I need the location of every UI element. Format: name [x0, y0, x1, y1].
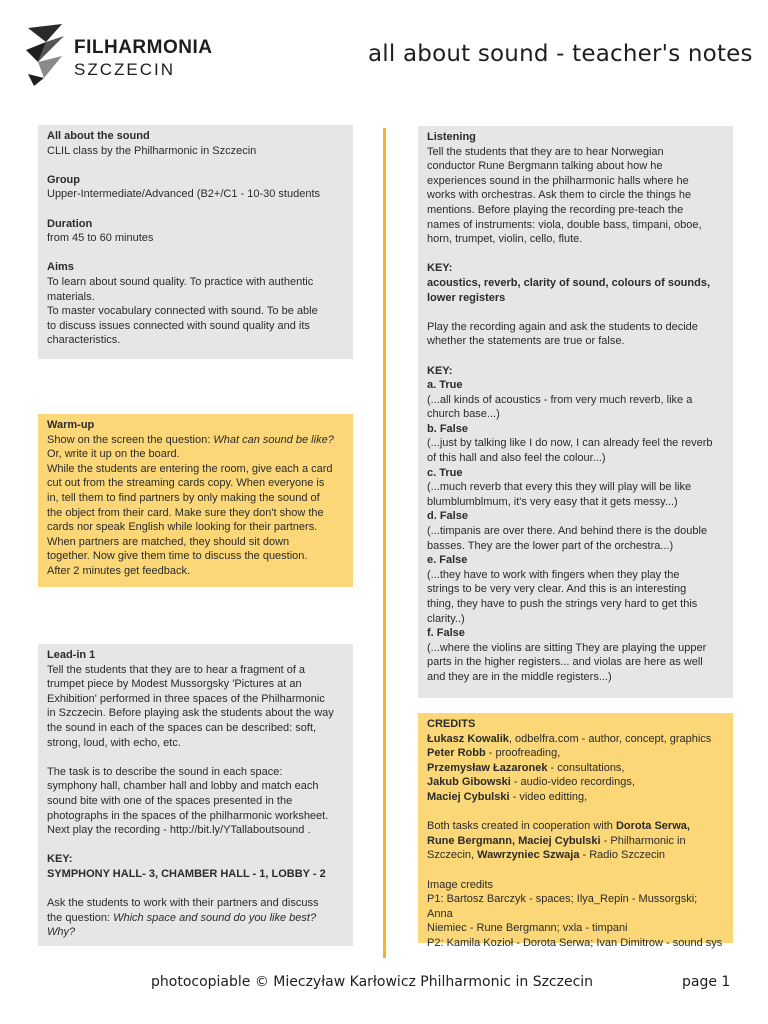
listening-line: experiences sound in the philharmonic halls where he — [427, 174, 689, 187]
credit-name: Peter Robb — [427, 747, 486, 760]
credit-name: Przemysław Łazaronek — [427, 761, 548, 774]
warmup-line: the object from their card. Make sure they don't show the — [47, 506, 324, 519]
warmup-line: While the students are entering the room, give each a card — [47, 462, 333, 475]
course-text: CLIL class by the Philharmonic in Szczecin — [47, 144, 257, 157]
listening-key2-label: KEY: — [427, 364, 453, 377]
aims-line: To learn about sound quality. To practice with authentic — [47, 275, 314, 288]
credit-role: - video editting, — [509, 790, 588, 803]
leadin-question-intro: the question: — [47, 911, 114, 924]
image-credits-heading: Image credits — [427, 878, 494, 891]
column-divider — [383, 128, 386, 958]
cooperation-intro: Both tasks created in cooperation with — [427, 820, 616, 833]
warmup-heading: Warm-up — [47, 419, 95, 431]
duration-text: from 45 to 60 minutes — [47, 232, 154, 245]
leadin-question-end: Why? — [47, 926, 76, 939]
cooperation-name: Wawrzyniec Szwaja — [477, 849, 580, 862]
listening-line: whether the statements are true or false. — [427, 335, 625, 348]
answer-label: a. True — [427, 379, 463, 392]
answer-quote: (...they have to work with fingers when they play the — [427, 568, 680, 581]
page-number: page 1 — [682, 974, 731, 990]
credits-heading: CREDITS — [427, 718, 476, 730]
aims-line: to discuss issues connected with sound quality and its — [47, 319, 310, 332]
leadin-panel — [38, 644, 353, 946]
listening-line: names of instruments: viola, double bass, timpani, oboe, — [427, 218, 702, 231]
answer-label: c. True — [427, 466, 463, 479]
leadin-line: the sound in each of the spaces can be described: soft, — [47, 721, 317, 734]
leadin-key-text: SYMPHONY HALL- 3, CHAMBER HALL - 1, LOBBY - 2 — [47, 867, 326, 880]
credit-name: Maciej Cybulski — [427, 790, 510, 803]
warmup-line: cards nor speak English while looking for their partners. — [47, 521, 318, 534]
credit-role: , odbelfra.com - author, concept, graphics — [508, 732, 712, 745]
listening-key-line: acoustics, reverb, clarity of sound, colours of sounds, — [427, 276, 711, 289]
listening-line: works with orchestras. Ask them to circle the things he — [427, 189, 692, 202]
credit-name: Łukasz Kowalik — [427, 732, 509, 745]
recording-link-line[interactable]: Next play the recording - http://bit.ly/YTallaboutsound . — [47, 824, 311, 837]
answer-quote: clarity..) — [427, 612, 465, 625]
copyright-notice: photocopiable © Mieczyław Karłowicz Philharmonic in Szczecin — [151, 974, 594, 990]
logo-mark-icon — [24, 22, 68, 88]
listening-line: conductor Rune Bergmann talking about how he — [427, 160, 663, 173]
leadin-heading: Lead-in 1 — [47, 649, 96, 661]
leadin-line: The task is to describe the sound in each space: — [47, 765, 283, 778]
leadin-line: trumpet piece by Modest Mussorgsky 'Pictures at an — [47, 678, 302, 691]
cooperation-text: - Radio Szczecin — [579, 849, 666, 862]
listening-key-line: lower registers — [427, 291, 506, 304]
credit-role: - proofreading, — [485, 747, 561, 760]
group-heading: Group — [47, 173, 80, 186]
answer-quote: (...where the violins are sitting They are playing the upper — [427, 641, 707, 654]
warmup-line: together. Now give them time to discuss the question. — [47, 550, 308, 563]
leadin-question: Which space and sound do you like best? — [113, 911, 317, 924]
answer-quote: of this hall and also feel the colour...) — [427, 452, 606, 465]
answer-quote: thing, they have to push the strings very hard to get this — [427, 598, 698, 610]
warmup-line: cut out from the streaming cards copy. When everyone is — [47, 477, 325, 490]
warmup-line — [47, 433, 344, 448]
cooperation-text: Szczecin, — [427, 849, 478, 862]
duration-heading: Duration — [47, 217, 93, 230]
cooperation-line — [427, 834, 724, 849]
leadin-line: Tell the students that they are to hear a fragment of a — [47, 663, 306, 676]
page-title: all about sound - teacher's notes — [368, 41, 753, 67]
answer-label: b. False — [427, 422, 468, 435]
answer-quote: (...much reverb that every this they will play will be like — [427, 481, 692, 494]
leadin-line: Ask the students to work with their partners and discuss — [47, 897, 319, 910]
philharmonic-logo — [24, 22, 224, 92]
credit-line — [427, 775, 724, 790]
answer-quote: (...timpanis are over there. And behind there is the double — [427, 525, 708, 538]
credit-line — [427, 790, 724, 805]
aims-line: materials. — [47, 290, 95, 303]
leadin-line: in Szczecin. Before playing ask the students about the way — [47, 707, 334, 720]
answer-quote: and they are in the middle registers...) — [427, 670, 612, 683]
credit-role: - consultations, — [547, 761, 625, 774]
aims-heading: Aims — [47, 261, 74, 274]
answer-quote: basses. They are the lower part of the orchestra...) — [427, 539, 674, 552]
leadin-key-label: KEY: — [47, 853, 73, 866]
logo-city: SZCZECIN — [74, 60, 175, 79]
answer-quote: parts in the higher registers... and violas are here as well — [427, 656, 703, 669]
answer-quote: (...all kinds of acoustics - from very much reverb, like a — [427, 393, 693, 406]
lesson-info-panel — [38, 125, 353, 359]
leadin-line: sound bite with one of the spaces presented in the — [47, 794, 293, 807]
leadin-line: symphony hall, chamber hall and lobby and match each — [47, 780, 319, 793]
credit-name: Jakub Gibowski — [427, 776, 511, 789]
answer-quote: strings to be very very clear. And this is an interesting — [427, 583, 687, 596]
course-heading: All about the sound — [47, 130, 150, 142]
aims-line: characteristics. — [47, 334, 121, 347]
image-credit-line: Niemiec - Rune Bergmann; vxla - timpani — [427, 922, 628, 935]
listening-heading: Listening — [427, 131, 476, 143]
warmup-line: When partners are matched, they should sit down — [47, 535, 290, 548]
cooperation-name: Rune Bergmann, Maciej Cybulski — [427, 834, 601, 847]
listening-line: horn, trumpet, violin, cello, flute. — [427, 233, 583, 246]
cooperation-text: - Philharmonic in — [600, 834, 686, 847]
aims-line: To master vocabulary connected with sound. To be able — [47, 305, 318, 318]
warmup-panel — [38, 414, 353, 587]
credit-line — [427, 746, 724, 761]
listening-line: mentions. Before playing the recording pre-teach the — [427, 203, 684, 216]
credit-line — [427, 732, 724, 747]
warmup-question-intro: Show on the screen the question: — [47, 433, 214, 446]
answer-quote: (...just by talking like I do now, I can already feel the reverb — [427, 437, 713, 450]
warmup-question: What can sound be like? — [213, 433, 334, 446]
leadin-line: Exhibition' performed in three spaces of the Philharmonic — [47, 692, 325, 705]
answer-label: d. False — [427, 510, 468, 523]
warmup-line: in, tell them to find partners by only making the sound of — [47, 491, 320, 504]
group-text: Upper-Intermediate/Advanced (B2+/C1 - 10-30 students — [47, 188, 321, 201]
cooperation-name: Dorota Serwa, — [615, 820, 690, 833]
answer-quote: church base...) — [427, 408, 500, 421]
credits-panel — [418, 713, 733, 949]
answer-quote: blumblumblmum, it's very easy that it gets messy...) — [427, 495, 678, 508]
leadin-line — [47, 911, 344, 926]
logo-name: FILHARMONIA — [74, 37, 213, 58]
answer-label: f. False — [427, 627, 465, 640]
answer-label: e. False — [427, 554, 468, 567]
listening-line: Tell the students that they are to hear Norwegian — [427, 145, 664, 158]
listening-key-label: KEY: — [427, 262, 453, 275]
image-credit-line: P2: Kamila Kozioł - Dorota Serwa; Ivan Dimitrow - sound sys — [427, 936, 723, 949]
cooperation-line — [427, 819, 724, 834]
cooperation-line — [427, 848, 724, 863]
credit-line — [427, 761, 724, 776]
leadin-line: photographs in the spaces of the philharmonic worksheet. — [47, 809, 329, 822]
leadin-line: strong, loud, with echo, etc. — [47, 736, 181, 749]
listening-panel — [418, 126, 733, 698]
warmup-line: After 2 minutes get feedback. — [47, 564, 191, 577]
listening-line: Play the recording again and ask the students to decide — [427, 320, 698, 333]
image-credit-line: P1: Bartosz Barczyk - spaces; Ilya_Repin - Mussorgski; Anna — [427, 893, 698, 920]
warmup-line: Or, write it up on the board. — [47, 448, 180, 461]
credit-role: - audio-video recordings, — [510, 776, 635, 789]
